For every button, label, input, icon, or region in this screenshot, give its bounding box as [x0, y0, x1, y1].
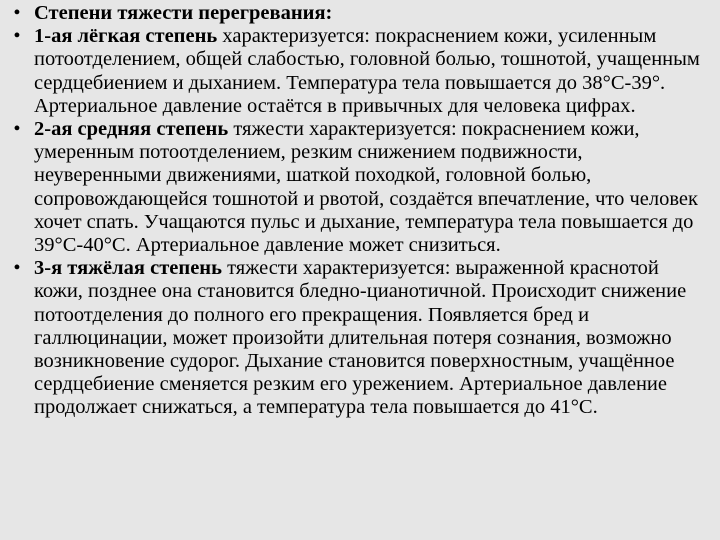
bullet-dot-icon: • — [13, 2, 21, 24]
bullet-item-moderate — [8, 118, 708, 257]
bullet-item-severe — [8, 257, 708, 419]
bullet-dot-icon: • — [13, 25, 21, 48]
bullet-item-heading — [8, 2, 708, 25]
mild-degree-title: 1-ая лёгкая степень — [34, 25, 218, 48]
bullet-item-mild — [8, 25, 708, 118]
bullet-dot-icon: • — [13, 257, 21, 280]
severe-degree-text: тяжести характеризуется: выраженной краснотой кожи, позднее она становится бледно-цианотичной. Происходит снижение потоотделения до полного его прекращения. Появляется бред и галлюцинации, может произойти длительная потеря сознания, возможно возникновение судорог. Дыхание становится поверхностным, учащённое сердцебиение сменяется резким его урежением. Артериальное давление продолжает снижаться, а температура тела повышается до 41°С. — [34, 257, 687, 419]
moderate-degree-title: 2-ая средняя степень — [34, 118, 229, 141]
bullet-dot-icon: • — [13, 118, 21, 141]
bullet-list — [8, 2, 708, 420]
moderate-degree-text: тяжести характеризуется: покраснением кожи, умеренным потоотделением, резким снижением подвижности, неуверенными движениями, шаткой походкой, головной болью, сопровождающейся тошнотой и рвотой, создаётся впечатление, что человек хочет спать. Учащаются пульс и дыхание, температура тела повышается до 39°С-40°С. Артериальное давление может снизиться. — [34, 118, 698, 257]
mild-degree-text: характеризуется: покраснением кожи, усиленным потоотделением, общей слабостью, головной болью, тошнотой, учащенным сердцебиением и дыханием. Температура тела повышается до 38°С-39°. Артериальное давление остаётся в привычных для человека цифрах. — [34, 25, 700, 117]
heading-text: Степени тяжести перегревания: — [34, 2, 333, 24]
severe-degree-title: 3-я тяжёлая степень — [34, 257, 222, 280]
